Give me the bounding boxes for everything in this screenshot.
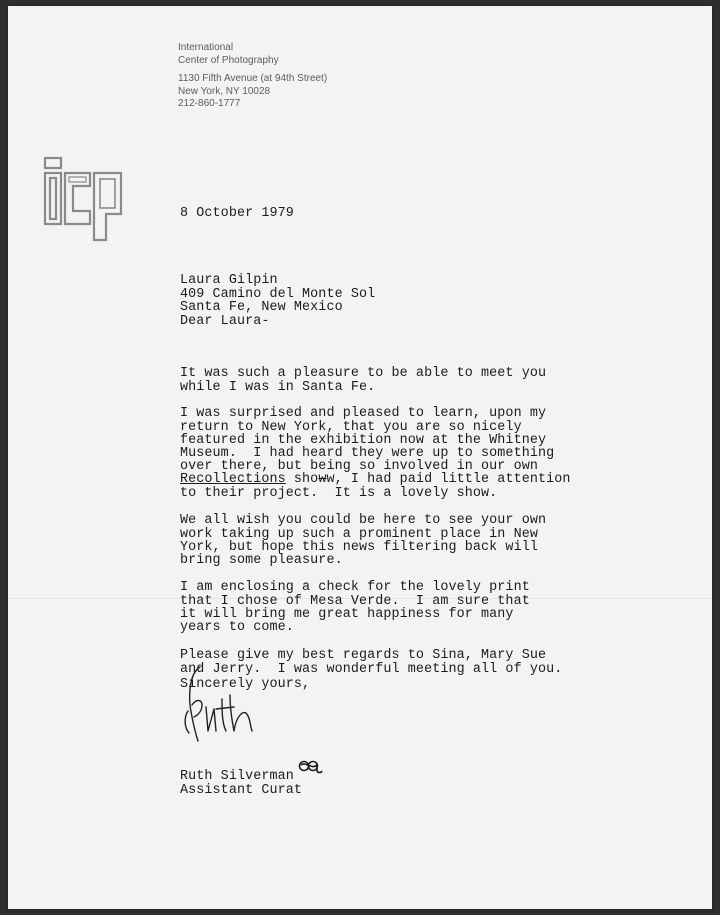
org-name-line1: International (178, 42, 234, 53)
text-line: featured in the exhibition now at the Whitney (180, 432, 547, 448)
org-name-line2: Center of Photography (178, 54, 279, 66)
signer-title: Assistant Curat (180, 782, 303, 798)
text-line: return to New York, that you are so nicely (180, 419, 522, 435)
address-line2: New York, NY 10028 (178, 85, 271, 97)
underlined-title: Recollections (180, 472, 286, 488)
recipient-name: Laura Gilpin (180, 273, 278, 289)
overtyped-correction (298, 758, 324, 779)
address-line1: 1130 Fifth Avenue (at 94th Street) (178, 73, 328, 84)
text-line: work taking up such a prominent place in New (180, 526, 538, 542)
recipient-city: Santa Fe, New Mexico (180, 299, 343, 315)
text-line: while I was in Santa Fe. (180, 379, 376, 395)
text-line: over there, but being so involved in our own (180, 459, 538, 475)
closing: Sincerely yours, (180, 677, 311, 692)
text-line: York, but hope this news filtering back will (180, 539, 538, 555)
text-line: bring some pleasure. (180, 553, 343, 569)
salutation: Dear Laura- (180, 314, 270, 329)
signer-name: Ruth Silverman (180, 769, 294, 785)
icp-logo (42, 156, 124, 247)
text-line: It was such a pleasure to be able to meet you (180, 366, 547, 382)
text-line: that I chose of Mesa Verde. I am sure that (180, 593, 530, 609)
letter-date: 8 October 1979 (180, 206, 294, 221)
text-line: Museum. I had heard they were up to something (180, 446, 555, 462)
text-line: to their project. It is a lovely show. (180, 485, 498, 501)
handwritten-signature (180, 665, 280, 750)
text-line: I am enclosing a check for the lovely print (180, 580, 530, 596)
text-line: years to come. (180, 620, 294, 636)
text-line: We all wish you could be here to see your own (180, 513, 547, 529)
phone-number: 212-860-1777 (178, 98, 241, 109)
signer-block (180, 744, 302, 810)
text-line: it will bring me great happiness for many (180, 606, 514, 622)
text-line: Please give my best regards to Sina, Mary Sue (180, 648, 547, 664)
text-line: and Jerry. I was wonderful meeting all of you. (180, 661, 563, 677)
text-line: I was surprised and pleased to learn, upon my (180, 406, 547, 422)
letterhead (178, 42, 327, 111)
typo-correction: w (318, 472, 327, 488)
text-line-recollections: Recollections showw, I had paid little attention (180, 472, 571, 488)
recipient-street: 409 Camino del Monte Sol (180, 286, 376, 302)
